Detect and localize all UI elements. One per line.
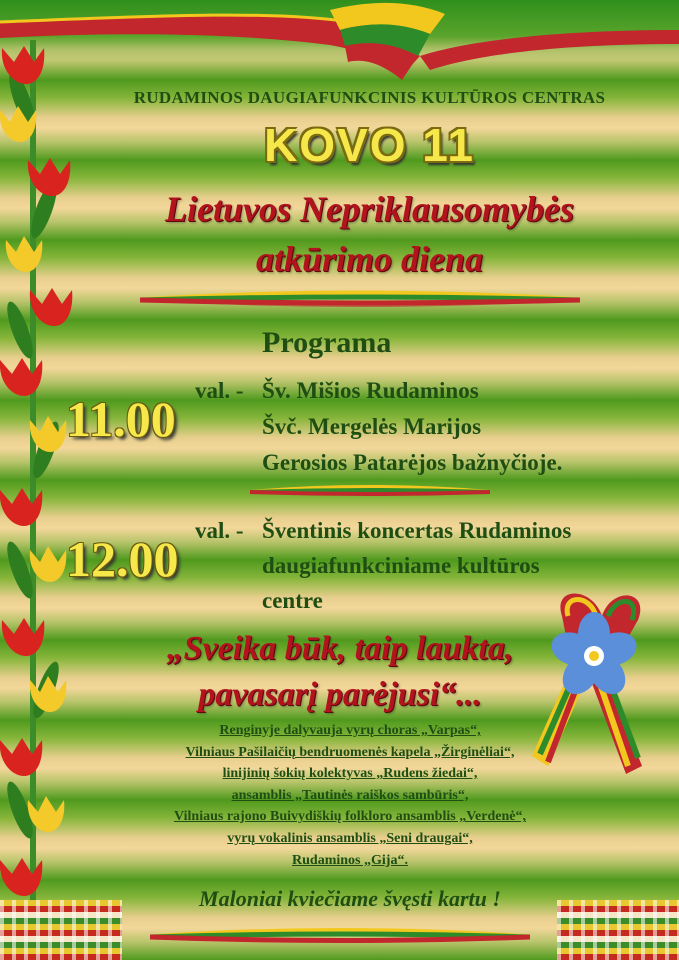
event-title-line1: Lietuvos Nepriklausomybės — [165, 189, 574, 229]
participant-line: ansamblis „Tautinės raiškos sambūris“, — [231, 787, 469, 803]
event-2-line-1: Šventinis koncertas Rudaminos — [262, 518, 572, 543]
event-2-line-3: centre — [262, 588, 323, 613]
event-time-2: 12.00 — [66, 531, 179, 587]
event-val-label-1: val. - — [195, 378, 244, 403]
participant-line: Vilniaus Pašilaičių bendruomenės kapela „Žirginėliai“, — [185, 744, 515, 760]
program-heading: Programa — [262, 326, 392, 359]
participants-list — [120, 720, 580, 871]
flag-stripe-divider-2 — [250, 482, 490, 502]
lithuanian-flag-ribbon-icon — [0, 0, 679, 100]
organization-name: RUDAMINOS DAUGIAFUNKCINIS KULTŪROS CENTRAS — [133, 88, 606, 107]
event-time-1: 11.00 — [66, 391, 176, 447]
event-1-line-3: Gerosios Patarėjos bažnyčioje. — [262, 450, 563, 475]
flag-stripe-divider-3 — [150, 924, 530, 950]
invitation-text: Maloniai kviečiame švęsti kartu ! — [199, 886, 501, 911]
tulip-border-icon — [0, 40, 80, 920]
participant-line: Renginyje dalyvauja vyrų choras „Varpas“, — [219, 723, 481, 738]
event-title-line2: atkūrimo diena — [255, 239, 484, 279]
event-date: KOVO 11 — [264, 119, 475, 171]
participant-line: Vilniaus rajono Buivydiškių folkloro ansamblis „Verdenė“, — [174, 809, 526, 825]
concert-title-line2: pavasarį parėjusi“... — [198, 676, 482, 713]
participant-line: Rudaminos „Gija“. — [292, 852, 408, 868]
event-val-label-2: val. - — [195, 518, 244, 543]
folk-pattern-icon — [0, 900, 122, 960]
flag-stripe-divider-1 — [140, 288, 580, 312]
concert-title-line1: „Sveika būk, taip laukta, — [166, 630, 514, 667]
participant-line: linijinių šokių kolektyvas „Rudens žiedai“, — [222, 766, 478, 782]
event-2-line-2: daugiafunkciniame kultūros — [262, 553, 540, 578]
event-1-line-2: Švč. Mergelės Marijos — [262, 414, 482, 439]
participant-line: vyrų vokalinis ansamblis „Seni draugai“, — [227, 830, 473, 846]
event-1-line-1: Šv. Mišios Rudaminos — [262, 378, 479, 403]
folk-pattern-icon — [557, 900, 679, 960]
